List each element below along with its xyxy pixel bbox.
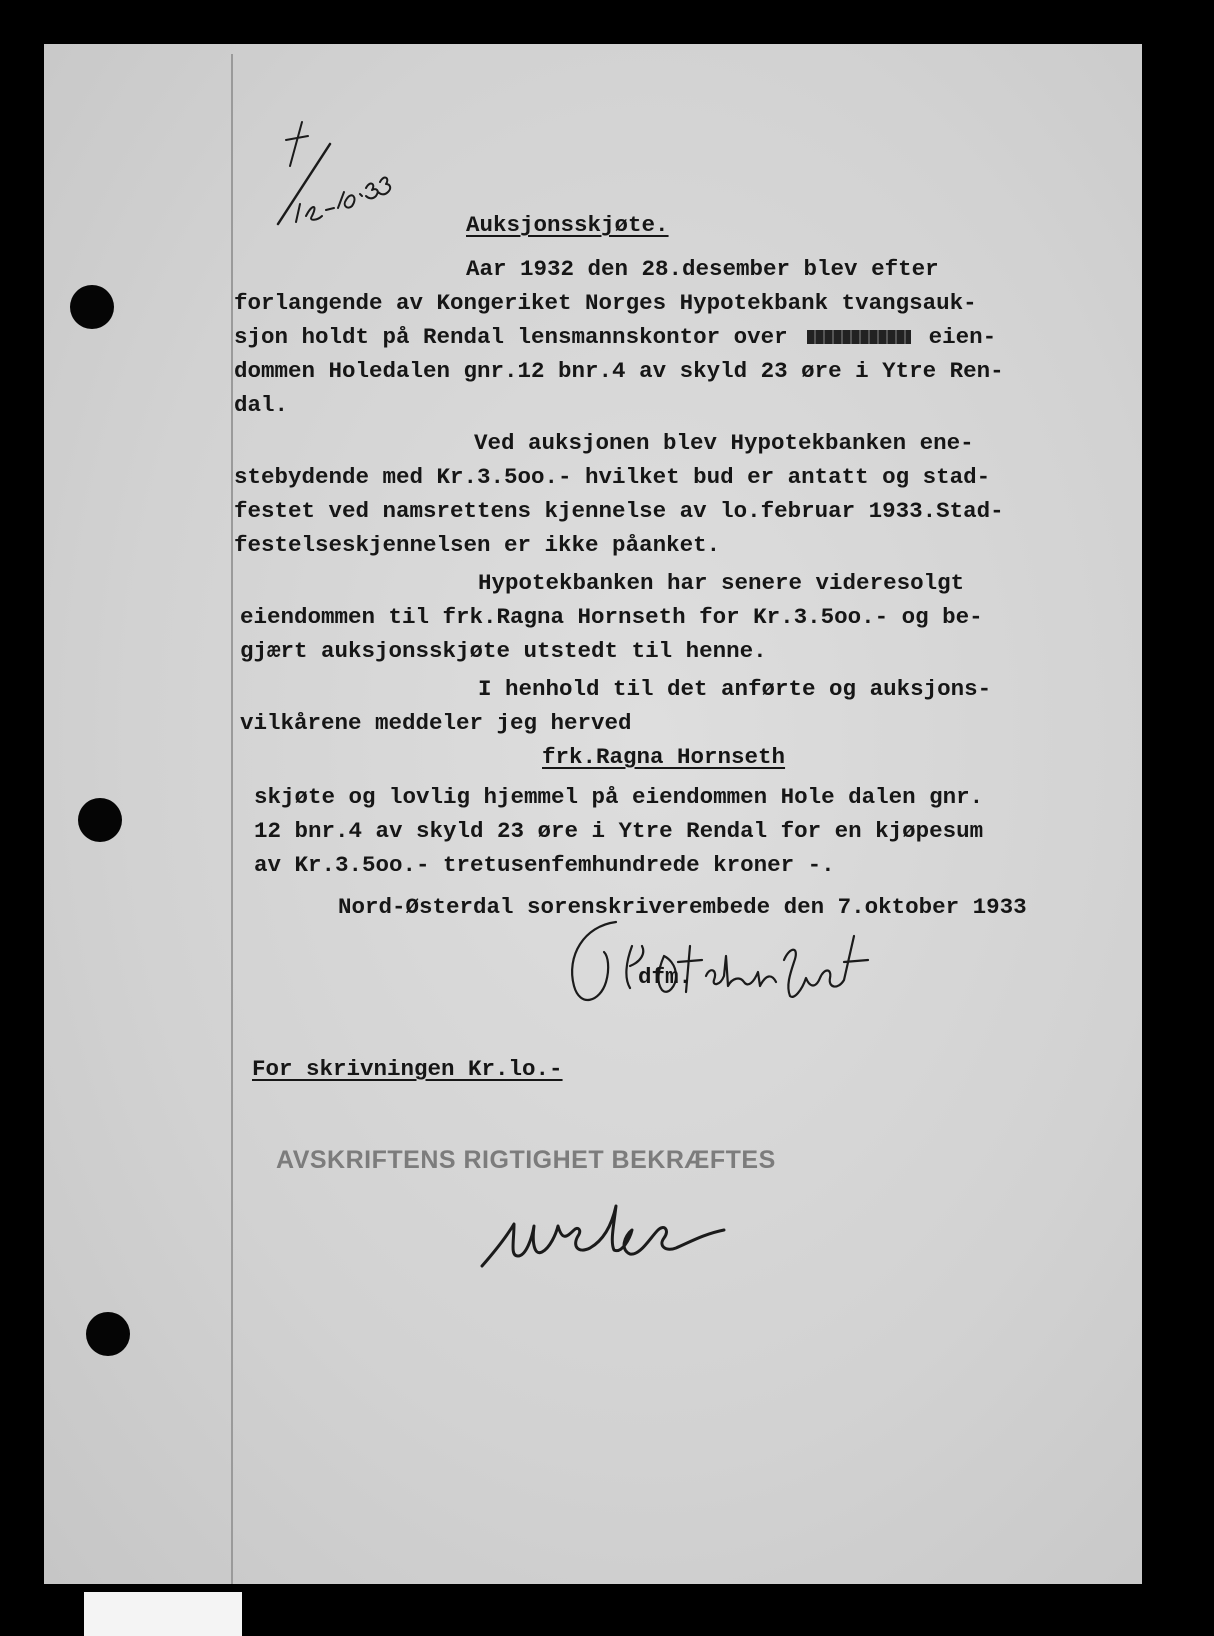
paragraph1-line3-end: eien- [928, 324, 997, 350]
document-title: Auksjonsskjøte. [466, 212, 669, 238]
place-date-line: Nord-Østerdal sorenskriverembede den 7.oktober 1933 [338, 894, 1027, 920]
paragraph1-line1: Aar 1932 den 28.desember blev efter [466, 256, 939, 282]
margin-note-handwriting [272, 104, 412, 234]
signature-suffix: dfm. [638, 964, 693, 990]
paragraph1-line5: dal. [234, 392, 289, 418]
bottom-paper-tab [84, 1592, 242, 1636]
punch-hole-bottom [86, 1312, 130, 1356]
certification-signature [474, 1194, 754, 1274]
fee-line: For skrivningen Kr.lo.- [252, 1056, 563, 1082]
paragraph1-line3 [234, 324, 996, 350]
paragraph3-line1: Hypotekbanken har senere videresolgt [478, 570, 965, 596]
paragraph5-line1: skjøte og lovlig hjemmel på eiendommen Hole dalen gnr. [254, 784, 984, 810]
certification-stamp: AVSKRIFTENS RIGTIGHET BEKRÆFTES [276, 1146, 776, 1174]
paragraph2-line4: festelseskjennelsen er ikke påanket. [234, 532, 721, 558]
punch-hole-middle [78, 798, 122, 842]
paragraph4-line2: vilkårene meddeler jeg herved [240, 710, 632, 736]
paragraph3-line2: eiendommen til frk.Ragna Hornseth for Kr.3.5oo.- og be- [240, 604, 983, 630]
official-signature [554, 916, 884, 1016]
paragraph2-line2: stebydende med Kr.3.5oo.- hvilket bud er antatt og stad- [234, 464, 991, 490]
paragraph4-line1: I henhold til det anførte og auksjons- [478, 676, 992, 702]
struck-out-word [807, 330, 911, 344]
paragraph5-line2: 12 bnr.4 av skyld 23 øre i Ytre Rendal for en kjøpesum [254, 818, 984, 844]
paragraph5-line3: av Kr.3.5oo.- tretusenfemhundrede kroner -. [254, 852, 835, 878]
paragraph2-line3: festet ved namsrettens kjennelse av lo.februar 1933.Stad- [234, 498, 1004, 524]
paragraph1-line3-text: sjon holdt på Rendal lensmannskontor over [234, 324, 788, 350]
paragraph3-line3: gjært auksjonsskjøte utstedt til henne. [240, 638, 767, 664]
punch-hole-top [70, 285, 114, 329]
document-page [44, 44, 1142, 1584]
recipient-name: frk.Ragna Hornseth [542, 744, 786, 770]
paragraph2-line1: Ved auksjonen blev Hypotekbanken ene- [474, 430, 974, 456]
paragraph1-line2: forlangende av Kongeriket Norges Hypotekbank tvangsauk- [234, 290, 977, 316]
paragraph1-line4: dommen Holedalen gnr.12 bnr.4 av skyld 23 øre i Ytre Ren- [234, 358, 1004, 384]
margin-rule [231, 54, 233, 1584]
